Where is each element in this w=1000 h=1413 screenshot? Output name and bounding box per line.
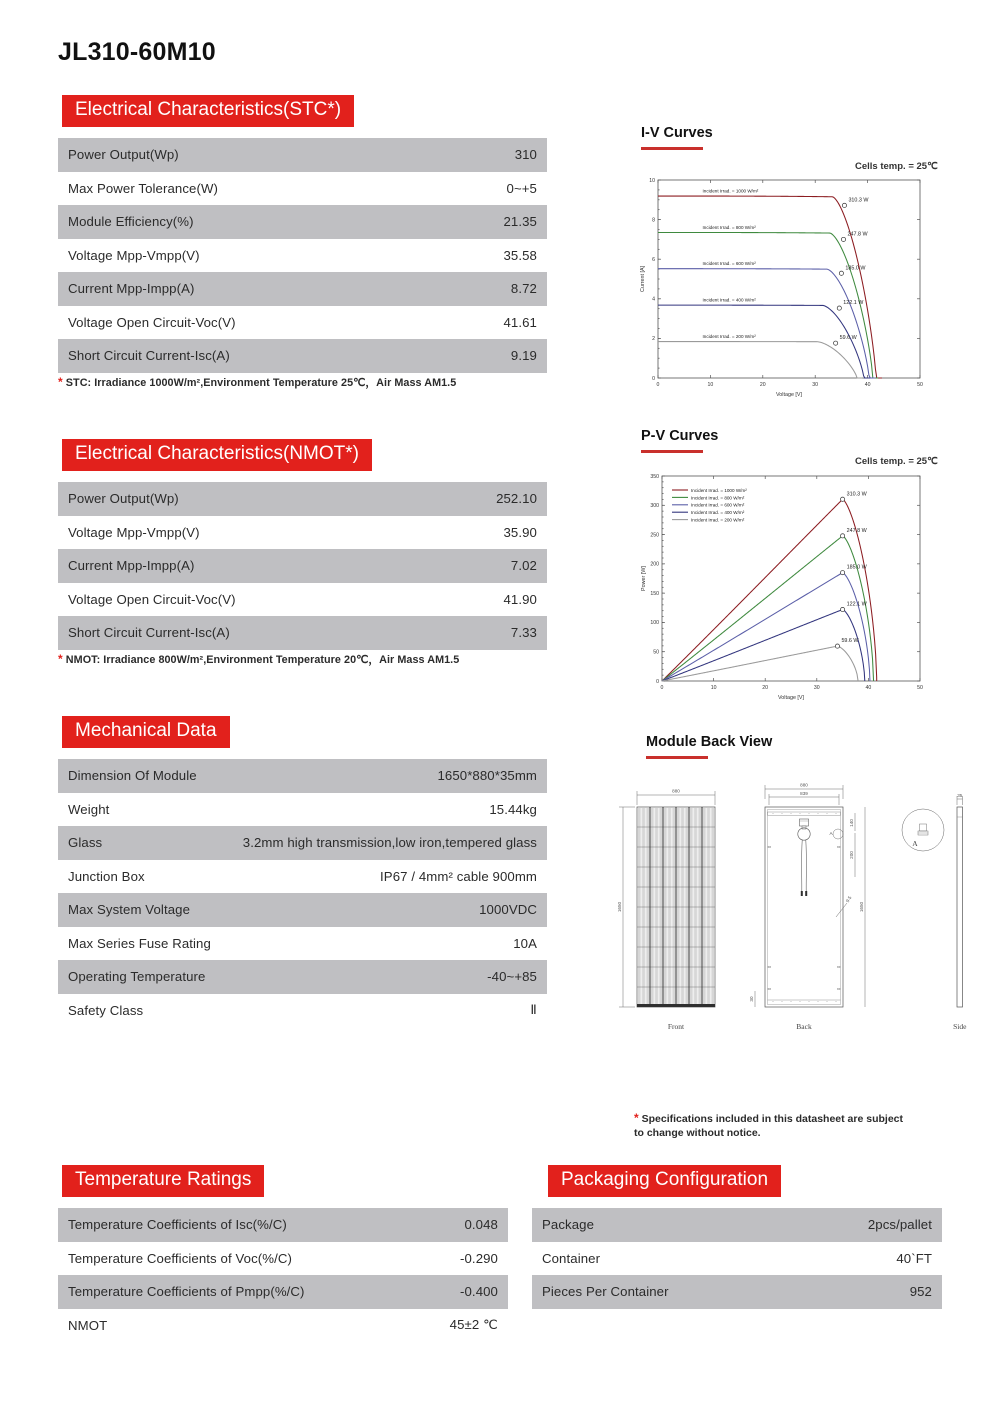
dimension-label: 35 [957,793,963,798]
mpp-label: 122.1 W [843,300,864,307]
table-row [58,205,547,239]
mpp-label: 59.6 W [841,638,859,645]
row-value: 310 [514,147,537,163]
row-label: Max Power Tolerance(W) [68,180,218,196]
table-row [58,549,547,583]
svg-text:10: 10 [649,177,655,184]
svg-text:250: 250 [650,532,659,539]
module-back-view-svg [605,775,995,1050]
svg-text:0: 0 [652,375,655,382]
row-label: Package [542,1217,595,1233]
row-label: Temperature Coefficients of Isc(%/C) [68,1217,287,1233]
svg-text:20: 20 [762,685,769,691]
dimension-label: 200 [849,851,854,859]
table-row [58,516,547,550]
row-label: Module Efficiency(%) [68,214,194,230]
svg-text:50: 50 [917,685,923,691]
heading-rule [641,450,703,453]
table-row [58,583,547,617]
row-label: Operating Temperature [68,969,206,985]
banner-label-packaging: Packaging Configuration [548,1165,781,1197]
row-label: Pieces Per Container [542,1284,669,1300]
svg-text:4: 4 [652,296,655,303]
row-label: Voltage Mpp-Vmpp(V) [68,247,200,263]
table-stc [58,138,547,373]
svg-text:10: 10 [707,382,714,388]
svg-text:50: 50 [917,382,923,388]
svg-text:6: 6 [652,257,655,263]
section-banner-nmot [62,439,372,471]
chart-heading-iv-label: I-V Curves [641,125,713,141]
dimension-label: 9.5 [844,895,853,904]
svg-text:20: 20 [759,382,766,388]
dimension-label: 839 [800,791,808,796]
chart-heading-pv [641,428,718,453]
row-label: Container [542,1250,601,1266]
row-value: -0.400 [460,1284,498,1300]
table-row [58,759,547,793]
footnote-nmot [58,652,459,667]
mpp-label: 310.3 W [846,491,867,498]
row-value: 1650*880*35mm [437,768,537,784]
back-view-label: Module Back View [646,734,773,750]
row-label: Weight [68,801,110,817]
series-inline-label: Incident Irrad. = 600 W/m² [702,261,756,267]
table-row [58,1275,508,1309]
mpp-label: 185.0 W [846,564,867,571]
svg-text:100: 100 [650,620,659,627]
table-row [58,482,547,516]
section-banner-packaging [548,1165,781,1197]
dimension-label: 1650 [859,901,864,913]
iv-curves-svg [636,172,928,400]
row-label: Current Mpp-Impp(A) [68,281,195,297]
section-banner-mechanical [62,716,230,748]
row-label: Power Output(Wp) [68,491,179,507]
section-banner-stc [62,95,354,127]
table-row [58,239,547,273]
row-value: 35.58 [503,247,537,263]
chart-heading-back-view [646,734,772,759]
table-nmot [58,482,547,650]
table-row [58,994,547,1028]
row-label: Power Output(Wp) [68,147,179,163]
mpp-label: 247.8 W [847,231,868,238]
row-value: 8.72 [510,281,537,297]
dimension-label: 1650 [617,901,622,913]
row-value: 1000VDC [479,902,537,918]
row-value: 3.2mm high transmission,low iron,tempered glass [242,835,537,851]
chart-heading-iv [641,125,713,150]
table-row [58,893,547,927]
svg-text:0: 0 [656,678,659,685]
table-row [58,339,547,373]
disclaimer-note [634,1110,914,1140]
svg-text:50: 50 [653,649,659,656]
row-label: Voltage Mpp-Vmpp(V) [68,524,200,540]
chart-heading-pv-label: P-V Curves [641,428,719,444]
svg-text:0: 0 [660,685,664,691]
row-label: Dimension Of Module [68,768,197,784]
table-row [58,793,547,827]
row-value: 10A [513,935,537,951]
row-value: 2pcs/pallet [867,1217,932,1233]
svg-text:40: 40 [864,382,871,388]
cells-temp-note-iv: Cells temp. = 25℃ [855,161,938,172]
footnote-nmot-text: NMOT: Irradiance 800W/m²,Environment Temperature 20℃，Air Mass AM1.5 [65,654,460,666]
table-mechanical [58,759,547,1027]
row-value: 7.33 [510,625,537,641]
asterisk-icon: * [634,1111,639,1125]
mpp-label: 247.8 W [846,527,867,534]
banner-label-nmot: Electrical Characteristics(NMOT*) [62,439,372,471]
mpp-label: 122.1 W [846,601,867,608]
table-row [58,272,547,306]
legend-entry: Incident Irrad. = 400 W/m² [691,510,745,516]
row-value: 0.048 [464,1217,498,1233]
row-label: Voltage Open Circuit-Voc(V) [68,591,236,607]
row-value: -0.290 [460,1250,498,1266]
banner-label-temperature: Temperature Ratings [62,1165,264,1197]
table-temperature [58,1208,508,1342]
svg-text:200: 200 [650,561,659,568]
pv-curves-svg [636,468,928,703]
asterisk-icon: * [58,375,63,389]
view-caption-back: Back [796,1022,812,1031]
row-value: 252.10 [496,491,537,507]
row-label: Temperature Coefficients of Voc(%/C) [68,1250,292,1266]
row-value: IP67 / 4mm² cable 900mm [380,868,537,884]
footnote-stc [58,375,456,390]
row-value: 952 [909,1284,932,1300]
legend-entry: Incident Irrad. = 200 W/m² [691,517,745,523]
row-value: 45±2 ℃ [449,1317,498,1333]
footnote-stc-text: STC: Irradiance 1000W/m²,Environment Temperature 25℃，Air Mass AM1.5 [65,377,457,389]
table-packaging [532,1208,942,1309]
row-value: 0~+5 [506,180,537,196]
table-row [532,1208,942,1242]
table-row [58,860,547,894]
table-row [532,1242,942,1276]
dimension-label: 30 [749,996,754,1002]
row-label: NMOT [68,1317,108,1333]
asterisk-icon: * [58,652,63,666]
chart-iv-curves [636,172,928,400]
legend-entry: Incident Irrad. = 600 W/m² [691,502,745,508]
row-label: Safety Class [68,1002,144,1018]
row-label: Temperature Coefficients of Pmpp(%/C) [68,1284,305,1300]
svg-text:Power [W]: Power [W] [641,566,647,591]
svg-text:Voltage [V]: Voltage [V] [777,695,805,701]
series-inline-label: Incident Irrad. = 200 W/m² [702,334,756,340]
cells-temp-note-pv: Cells temp. = 25℃ [855,456,938,467]
row-label: Glass [68,835,103,851]
table-row [58,1208,508,1242]
legend-entry: Incident Irrad. = 1000 W/m² [691,487,747,493]
series-inline-label: Incident Irrad. = 800 W/m² [702,224,756,230]
svg-text:30: 30 [812,382,819,388]
svg-text:350: 350 [650,473,659,480]
banner-label-stc: Electrical Characteristics(STC*) [62,95,354,127]
row-value: 7.02 [510,558,537,574]
dimension-label: 880 [672,788,680,794]
svg-text:10: 10 [710,685,717,691]
mpp-label: 185.0 W [845,265,866,272]
mpp-label: 310.3 W [848,197,869,204]
svg-text:8: 8 [652,217,655,224]
svg-text:Voltage [V]: Voltage [V] [775,392,803,398]
table-row [58,826,547,860]
module-drawing [605,775,995,1050]
table-row [58,616,547,650]
banner-label-mechanical: Mechanical Data [62,716,230,748]
disclaimer-text: Specifications included in this datasheet are subject to change without notice. [634,1113,903,1140]
dimension-label: 140 [849,819,854,827]
table-row [58,1242,508,1276]
row-value: 35.90 [503,524,537,540]
table-row [58,927,547,961]
table-row [58,138,547,172]
row-label: Junction Box [68,868,145,884]
mpp-label: 59.6 W [839,335,857,342]
table-row [58,960,547,994]
svg-text:30: 30 [813,685,820,691]
row-value: -40~+85 [487,969,537,985]
row-value: 41.61 [503,314,537,330]
page-title: JL310-60M10 [58,38,216,66]
svg-text:40: 40 [865,685,872,691]
table-row [58,172,547,206]
heading-rule [641,147,703,150]
series-inline-label: Incident Irrad. = 1000 W/m² [702,188,759,194]
row-value: 41.90 [503,591,537,607]
table-row [58,1309,508,1343]
svg-text:A: A [829,831,833,836]
series-inline-label: Incident Irrad. = 400 W/m² [702,297,756,303]
table-row [58,306,547,340]
table-row [532,1275,942,1309]
view-caption-side: Side [953,1022,967,1031]
row-label: Max System Voltage [68,902,191,918]
view-caption-front: Front [667,1022,685,1031]
section-banner-temperature [62,1165,264,1197]
svg-text:300: 300 [650,503,659,510]
detail-view-label: A [912,839,918,848]
dimension-label: 880 [800,782,808,788]
svg-text:2: 2 [652,336,655,343]
row-value: 9.19 [510,348,537,364]
svg-text:150: 150 [650,590,659,597]
row-value: Ⅱ [530,1002,537,1018]
chart-pv-curves [636,468,928,703]
row-label: Voltage Open Circuit-Voc(V) [68,314,236,330]
svg-text:0: 0 [656,382,660,388]
row-label: Current Mpp-Impp(A) [68,558,195,574]
row-value: 21.35 [503,214,537,230]
row-value: 40`FT [896,1250,932,1266]
row-value: 15.44kg [489,801,537,817]
legend-entry: Incident Irrad. = 800 W/m² [691,495,745,501]
heading-rule [646,756,708,759]
row-label: Max Series Fuse Rating [68,935,211,951]
row-label: Short Circuit Current-Isc(A) [68,348,230,364]
svg-text:Current [A]: Current [A] [640,265,646,293]
row-label: Short Circuit Current-Isc(A) [68,625,230,641]
